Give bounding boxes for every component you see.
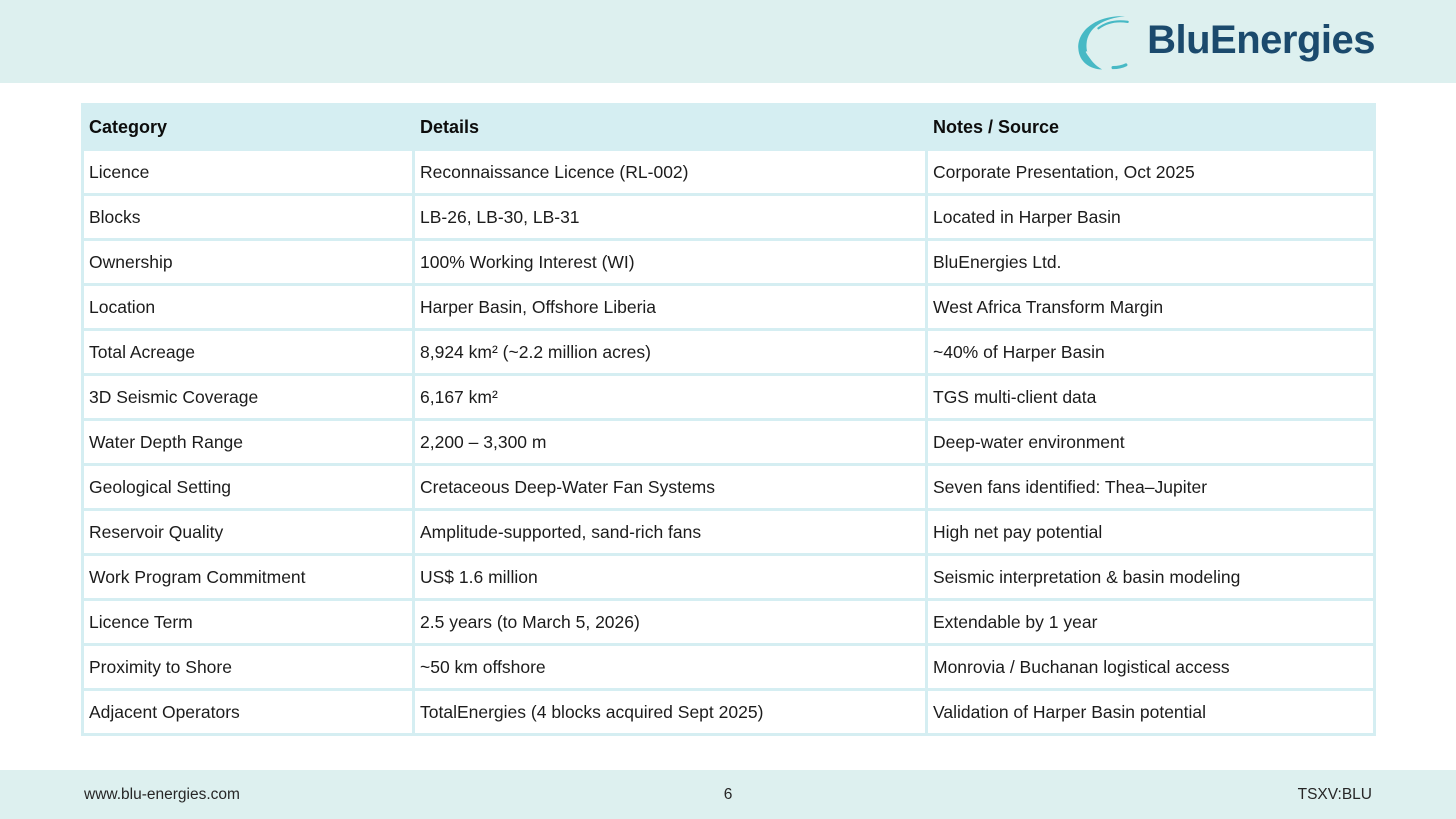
cell-notes: Extendable by 1 year: [928, 601, 1373, 643]
cell-notes: Deep-water environment: [928, 421, 1373, 463]
table-row: [84, 646, 1373, 688]
cell-details: TotalEnergies (4 blocks acquired Sept 2025): [415, 691, 925, 733]
cell-category: Work Program Commitment: [84, 556, 412, 598]
table-row: [84, 331, 1373, 373]
table-row: [84, 466, 1373, 508]
cell-notes: TGS multi-client data: [928, 376, 1373, 418]
cell-details: LB-26, LB-30, LB-31: [415, 196, 925, 238]
cell-details: 8,924 km² (~2.2 million acres): [415, 331, 925, 373]
cell-notes: High net pay potential: [928, 511, 1373, 553]
cell-notes: BluEnergies Ltd.: [928, 241, 1373, 283]
cell-notes: Monrovia / Buchanan logistical access: [928, 646, 1373, 688]
table-head-row: [84, 106, 1373, 148]
footer-website: www.blu-energies.com: [84, 785, 240, 803]
cell-notes: Seven fans identified: Thea–Jupiter: [928, 466, 1373, 508]
table-row: [84, 286, 1373, 328]
main-content: [81, 103, 1456, 736]
cell-category: Geological Setting: [84, 466, 412, 508]
footer-band: [0, 770, 1456, 819]
cell-notes: West Africa Transform Margin: [928, 286, 1373, 328]
cell-notes: Located in Harper Basin: [928, 196, 1373, 238]
table-body: [84, 151, 1373, 733]
table-row: [84, 601, 1373, 643]
cell-notes: Validation of Harper Basin potential: [928, 691, 1373, 733]
cell-category: Reservoir Quality: [84, 511, 412, 553]
cell-details: Harper Basin, Offshore Liberia: [415, 286, 925, 328]
cell-details: US$ 1.6 million: [415, 556, 925, 598]
header-band: [0, 0, 1456, 83]
cell-category: Licence Term: [84, 601, 412, 643]
cell-details: Cretaceous Deep-Water Fan Systems: [415, 466, 925, 508]
cell-notes: ~40% of Harper Basin: [928, 331, 1373, 373]
footer-page-number: 6: [723, 785, 733, 803]
column-header: Category: [84, 106, 412, 148]
cell-notes: Seismic interpretation & basin modeling: [928, 556, 1373, 598]
logo-text: BluEnergies: [1147, 17, 1375, 62]
cell-category: 3D Seismic Coverage: [84, 376, 412, 418]
cell-notes: Corporate Presentation, Oct 2025: [928, 151, 1373, 193]
cell-details: 6,167 km²: [415, 376, 925, 418]
table-row: [84, 421, 1373, 463]
table-row: [84, 241, 1373, 283]
table-row: [84, 151, 1373, 193]
cell-details: 2,200 – 3,300 m: [415, 421, 925, 463]
cell-category: Water Depth Range: [84, 421, 412, 463]
cell-details: Amplitude-supported, sand-rich fans: [415, 511, 925, 553]
cell-details: Reconnaissance Licence (RL-002): [415, 151, 925, 193]
cell-category: Licence: [84, 151, 412, 193]
licence-summary-table: [81, 103, 1376, 736]
column-header: Details: [415, 106, 925, 148]
footer-ticker: TSXV:BLU: [1297, 785, 1372, 803]
cell-details: ~50 km offshore: [415, 646, 925, 688]
cell-category: Location: [84, 286, 412, 328]
cell-category: Total Acreage: [84, 331, 412, 373]
cell-category: Blocks: [84, 196, 412, 238]
column-header: Notes / Source: [928, 106, 1373, 148]
cell-category: Ownership: [84, 241, 412, 283]
cell-category: Proximity to Shore: [84, 646, 412, 688]
table-row: [84, 556, 1373, 598]
table-row: [84, 691, 1373, 733]
cell-details: 100% Working Interest (WI): [415, 241, 925, 283]
logo: [1071, 10, 1375, 74]
cell-category: Adjacent Operators: [84, 691, 412, 733]
wave-logo-icon: [1071, 10, 1135, 74]
table-row: [84, 511, 1373, 553]
table-row: [84, 196, 1373, 238]
table-row: [84, 376, 1373, 418]
cell-details: 2.5 years (to March 5, 2026): [415, 601, 925, 643]
